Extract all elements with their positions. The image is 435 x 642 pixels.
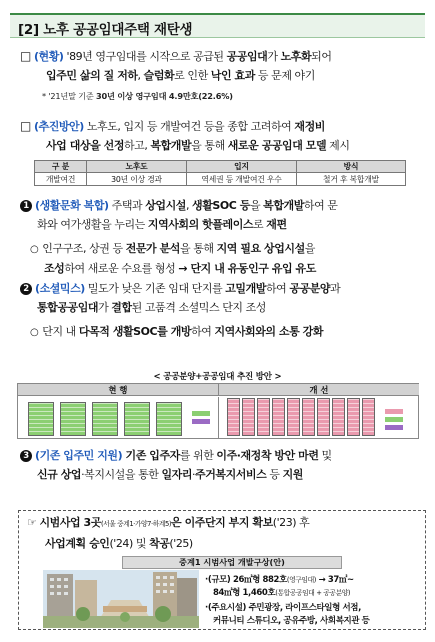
- circle-bullet-icon: ○: [30, 327, 39, 338]
- checkbox-square-icon: □: [20, 119, 31, 133]
- emphasis: 커뮤니티 스튜디오, 공유주방, 사회복지관 등: [213, 616, 370, 626]
- text: ('25): [169, 537, 193, 550]
- text: ,: [137, 69, 144, 82]
- emphasis: 주거복지서비스: [195, 468, 267, 481]
- current-state-paragraph: [20, 47, 425, 85]
- emphasis: 상업시설: [145, 199, 186, 212]
- text: 로 인한: [174, 69, 211, 82]
- comparison-figure: [17, 383, 419, 439]
- pilot-details: [205, 574, 423, 630]
- current-column-header: 현 행: [18, 384, 219, 396]
- number-badge-icon: 1: [20, 200, 32, 212]
- item1-subpoint: [30, 239, 425, 278]
- figure-caption: < 공공분양+공공임대 추진 방안 >: [153, 372, 282, 382]
- text: (통합공공임대 + 공공분양): [275, 589, 351, 597]
- development-rendering-image: [43, 570, 199, 628]
- text: 하여: [265, 282, 290, 295]
- detail-label: ·(규모): [205, 575, 231, 585]
- table-header-row: [35, 161, 406, 173]
- apartment-building-image: [332, 398, 345, 436]
- item2-subpoint: [30, 322, 425, 342]
- table-header: 노후도: [87, 161, 187, 173]
- emphasis: → 단지 내 유동인구 유입 유도: [178, 262, 316, 275]
- section-header: [10, 13, 425, 38]
- emphasis: 지원: [282, 468, 303, 481]
- apartment-building-image: [60, 402, 86, 436]
- emphasis: 공공임대: [226, 50, 268, 63]
- emphasis: 복합개발: [150, 139, 192, 152]
- pilot-project-callout: [18, 510, 426, 630]
- text: '89년 영구임대를 시작으로 공급된: [63, 50, 227, 63]
- text: 을: [249, 199, 264, 212]
- text: ('23) 후: [272, 516, 310, 529]
- number-badge-icon: 3: [20, 450, 32, 462]
- text: 주택과: [108, 199, 146, 212]
- current-layout-diagram: [18, 397, 219, 439]
- text: (영구임대): [286, 576, 317, 584]
- emphasis: → 37㎡~: [316, 575, 354, 585]
- emphasis: 은 이주단지 부지 확보: [171, 516, 273, 529]
- legend-swatch: [385, 417, 403, 422]
- item2-paragraph: [20, 279, 425, 317]
- number-badge-icon: 2: [20, 283, 32, 295]
- improved-column-header: 개 선: [219, 384, 419, 396]
- rendering-illustration: [43, 570, 199, 628]
- text: 하여 새로운 수요를 형성: [64, 262, 179, 275]
- apartment-building-image: [287, 398, 300, 436]
- emphasis: 이주·재정착 방안 마련: [216, 449, 319, 462]
- text: 가: [267, 50, 281, 63]
- pilot-paragraph: [27, 513, 417, 553]
- emphasis: 복합개발: [263, 199, 304, 212]
- text: ·: [192, 468, 196, 481]
- item1-label: (생활문화 복합): [35, 199, 109, 212]
- text: 하여 문: [303, 199, 338, 212]
- table-cell: 역세권 등 개발여건 우수: [187, 173, 297, 186]
- emphasis: 사업 대상을 선정: [46, 139, 124, 152]
- text: ·복지시설을 통한: [81, 468, 162, 481]
- emphasis: 기존 입주자: [122, 449, 180, 462]
- emphasis: 조성: [44, 262, 65, 275]
- emphasis: 재편: [266, 218, 287, 231]
- emphasis: 사업계획 승인: [45, 537, 110, 550]
- strategy-table: [34, 160, 406, 186]
- detail-label: ·(주요시설): [205, 603, 247, 613]
- apartment-building-image: [362, 398, 375, 436]
- table-header: 구 분: [35, 161, 87, 173]
- apartment-building-image: [227, 398, 240, 436]
- improved-layout-diagram: [219, 397, 419, 439]
- apartment-building-image: [272, 398, 285, 436]
- table-cell: 개발여건: [35, 173, 87, 186]
- item3-label: (기존 입주민 지원): [35, 449, 123, 462]
- apartment-building-image: [124, 402, 150, 436]
- text: 노후도, 입지 등 개발여건 등을 종합 고려하여: [83, 120, 295, 133]
- emphasis: 주민광장, 라이프스타일형 서점,: [246, 603, 361, 613]
- text: 단지 내: [42, 325, 79, 338]
- strategy-paragraph: [20, 117, 425, 155]
- emphasis: 입주민 삶의 질 저하: [46, 69, 138, 82]
- pointing-hand-icon: ☞: [27, 516, 37, 529]
- emphasis: 일자리: [161, 468, 192, 481]
- text: 하여: [191, 325, 215, 338]
- emphasis: 전문가 분석: [125, 242, 180, 255]
- item2-label: (소셜믹스): [35, 282, 85, 295]
- legend-swatch: [192, 411, 210, 416]
- text: 과: [330, 282, 341, 295]
- note-text: * '21년말 기준: [42, 91, 97, 101]
- text: 하고,: [124, 139, 151, 152]
- emphasis: 착공: [149, 537, 170, 550]
- text: 밀도가 낮은 기존 임대 단지를: [84, 282, 226, 295]
- emphasis: 다목적 생활SOC를 개방: [78, 325, 192, 338]
- emphasis: 결합: [111, 301, 132, 314]
- emphasis: 26㎡형 882호: [230, 575, 287, 585]
- text: 을 통해: [191, 139, 228, 152]
- table-cell: 철거 후 복합개발: [297, 173, 406, 186]
- emphasis: 생활SOC 등: [192, 199, 250, 212]
- emphasis: 고밀개발: [225, 282, 266, 295]
- table-header: 방식: [297, 161, 406, 173]
- table-cell: 30년 이상 경과: [87, 173, 187, 186]
- text: 를 위한: [179, 449, 217, 462]
- item1-paragraph: [20, 196, 425, 234]
- strategy-label: (추진방안): [33, 120, 84, 133]
- text: 인구구조, 상권 등: [42, 242, 126, 255]
- table-row: [35, 173, 406, 186]
- text: 된 고품격 소셜믹스 단지 조성: [131, 301, 266, 314]
- legend-swatch: [192, 419, 210, 424]
- table-header: 입지: [187, 161, 297, 173]
- emphasis: 지역사회의 핫플레이스: [147, 218, 254, 231]
- apartment-building-image: [92, 402, 118, 436]
- emphasis: 재정비: [294, 120, 325, 133]
- text: 등: [266, 468, 283, 481]
- note-emphasis: 30년 이상 영구임대 4.9만호(22.6%): [96, 91, 233, 101]
- emphasis: 새로운 공공임대 모델: [227, 139, 327, 152]
- apartment-building-image: [257, 398, 270, 436]
- legend-swatch: [385, 425, 403, 430]
- emphasis: 통합공공임대: [37, 301, 99, 314]
- section-title: [2] 노후 공공임대주택 재탄생: [18, 22, 193, 38]
- scale-detail: [205, 574, 423, 600]
- text: (서울 중계1·가양7·하계5): [100, 520, 172, 528]
- emphasis: 지역사회와의 소통 강화: [214, 325, 324, 338]
- emphasis: 낙인 효과: [210, 69, 255, 82]
- emphasis: 노후화: [280, 50, 312, 63]
- emphasis: 지역 필요 상업시설: [216, 242, 305, 255]
- apartment-building-image: [317, 398, 330, 436]
- facilities-detail: [205, 602, 423, 628]
- emphasis: 시범사업 3곳: [39, 516, 101, 529]
- pilot-box-label: 중계1 시범사업 개발구상(안): [122, 556, 342, 569]
- text: 등 문제 야기: [254, 69, 315, 82]
- text: ,: [185, 199, 193, 212]
- text: 및: [318, 449, 332, 462]
- current-state-label: (현황): [33, 50, 64, 63]
- apartment-building-image: [28, 402, 54, 436]
- apartment-building-image: [347, 398, 360, 436]
- text: 제시: [326, 139, 350, 152]
- text: 가: [98, 301, 112, 314]
- text: 을: [304, 242, 315, 255]
- footnote: [42, 90, 412, 102]
- item3-paragraph: [20, 446, 425, 484]
- emphasis: 공공분양: [289, 282, 331, 295]
- text: 화와 여가생활을 누리는: [37, 218, 148, 231]
- apartment-building-image: [156, 402, 182, 436]
- emphasis: 신규 상업: [37, 468, 82, 481]
- legend-swatch: [385, 409, 403, 414]
- text: 을 통해: [179, 242, 217, 255]
- text: 되어: [311, 50, 332, 63]
- emphasis: 84㎡형 1,460호: [213, 588, 276, 598]
- apartment-building-image: [242, 398, 255, 436]
- circle-bullet-icon: ○: [30, 244, 39, 255]
- apartment-building-image: [302, 398, 315, 436]
- text: 로: [253, 218, 267, 231]
- text: ('24) 및: [109, 537, 150, 550]
- checkbox-square-icon: □: [20, 49, 31, 63]
- emphasis: 슬럼화: [143, 69, 175, 82]
